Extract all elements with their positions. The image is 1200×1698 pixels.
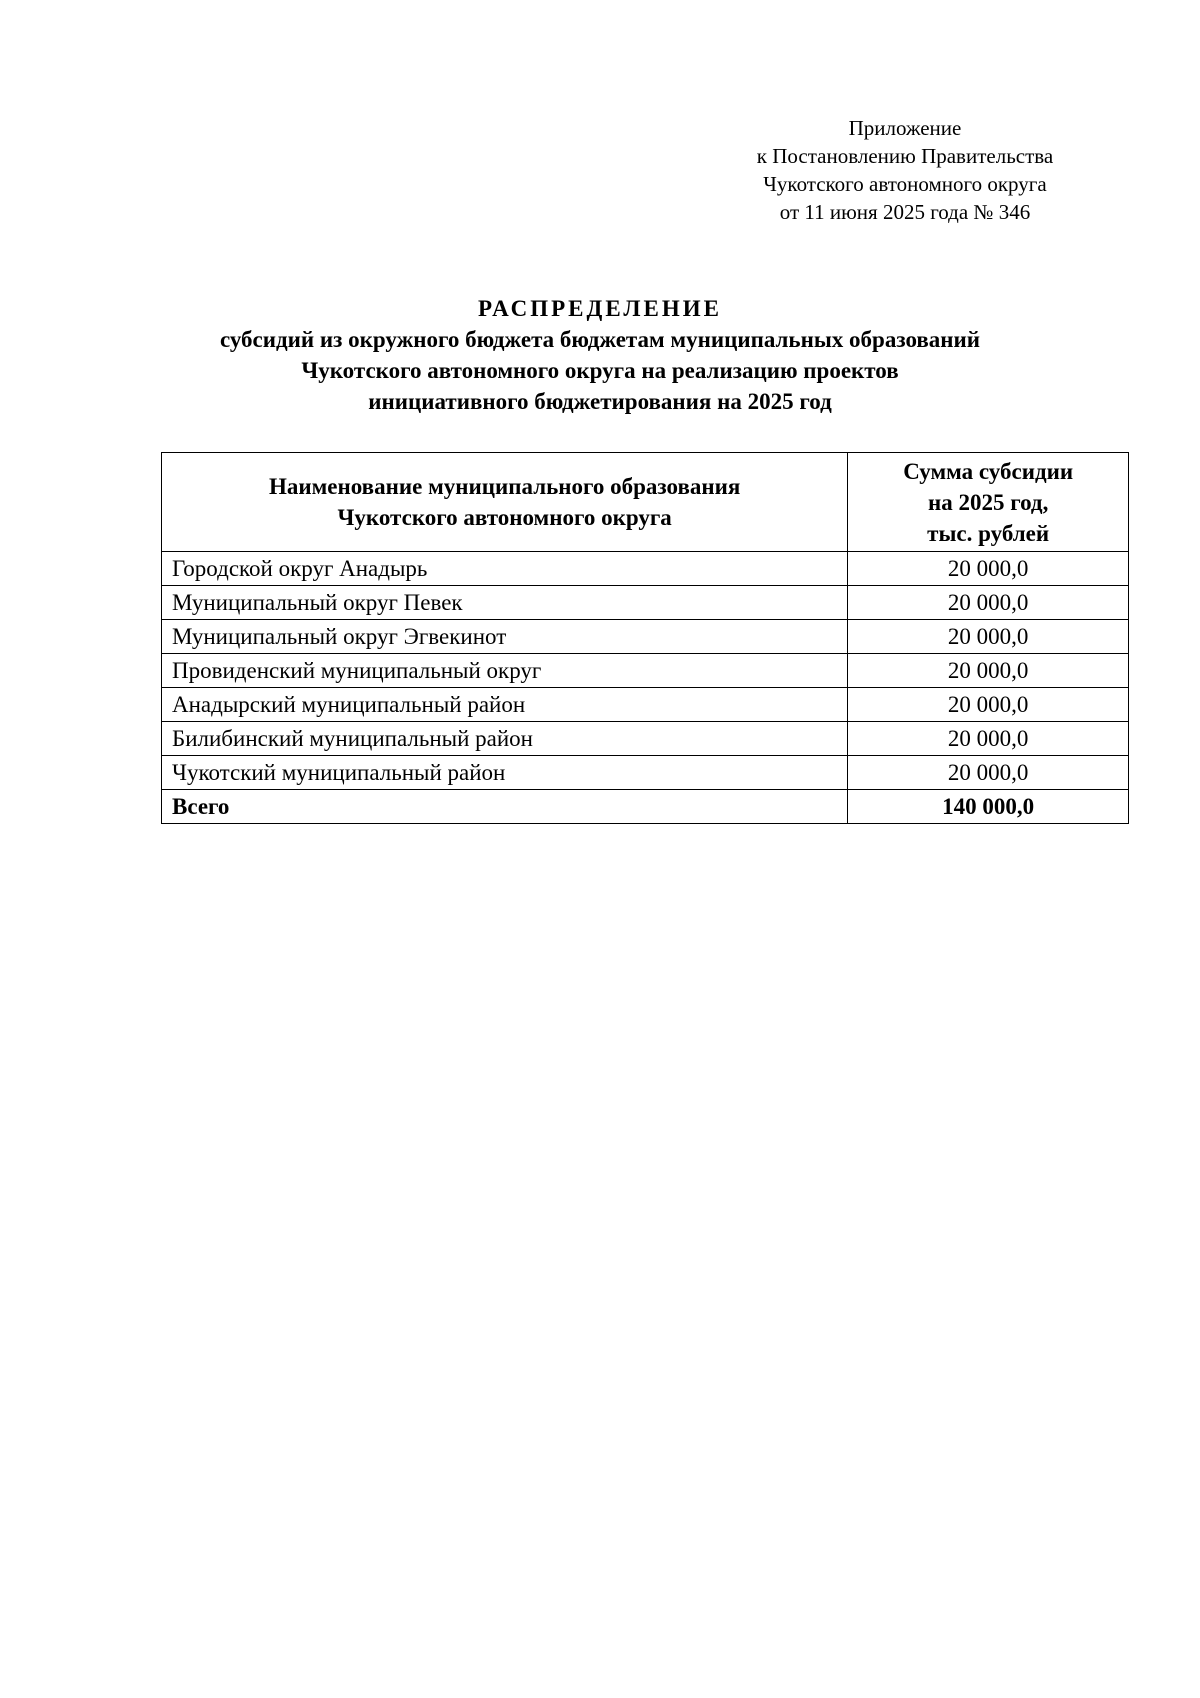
header-name-line: Наименование муниципального образования [268,474,741,499]
header-sum [848,453,1129,552]
header-sum-line: тыс. рублей [927,520,1050,546]
table-row [162,586,1129,620]
subsidy-table [161,452,1129,824]
cell-sum: 20 000,0 [848,654,1129,688]
cell-sum: 20 000,0 [848,586,1129,620]
title-line: инициативного бюджетирования на 2025 год [368,389,832,414]
total-label: Всего [162,790,848,824]
cell-sum: 20 000,0 [848,688,1129,722]
appendix-line: Чукотского автономного округа [763,172,1047,196]
appendix-line: от 11 июня 2025 года № 346 [779,200,1031,224]
header-sum-line: Сумма субсидии [903,458,1074,484]
total-row [162,790,1129,824]
appendix-block [730,114,1080,226]
table-row [162,552,1129,586]
cell-name: Билибинский муниципальный район [162,722,848,756]
document-title [100,293,1100,417]
cell-sum: 20 000,0 [848,722,1129,756]
total-sum: 140 000,0 [848,790,1129,824]
title-line: Чукотского автономного округа на реализацию проектов [301,358,899,383]
cell-name: Чукотский муниципальный район [162,756,848,790]
table-row [162,722,1129,756]
cell-name: Анадырский муниципальный район [162,688,848,722]
cell-name: Провиденский муниципальный округ [162,654,848,688]
table-header-row [162,453,1129,552]
appendix-line: к Постановлению Правительства [756,144,1054,168]
header-name [162,453,848,552]
header-name-line: Чукотского автономного округа [337,505,672,530]
table-row [162,688,1129,722]
cell-sum: 20 000,0 [848,620,1129,654]
table-row [162,620,1129,654]
table-row [162,756,1129,790]
table-row [162,654,1129,688]
title-line: субсидий из окружного бюджета бюджетам муниципальных образований [219,327,981,352]
title-main: РАСПРЕДЕЛЕНИЕ [478,296,722,321]
cell-name: Муниципальный округ Эгвекинот [162,620,848,654]
appendix-line: Приложение [848,116,962,140]
header-sum-line: на 2025 год, [927,489,1049,515]
cell-sum: 20 000,0 [848,552,1129,586]
cell-name: Муниципальный округ Певек [162,586,848,620]
cell-sum: 20 000,0 [848,756,1129,790]
cell-name: Городской округ Анадырь [162,552,848,586]
